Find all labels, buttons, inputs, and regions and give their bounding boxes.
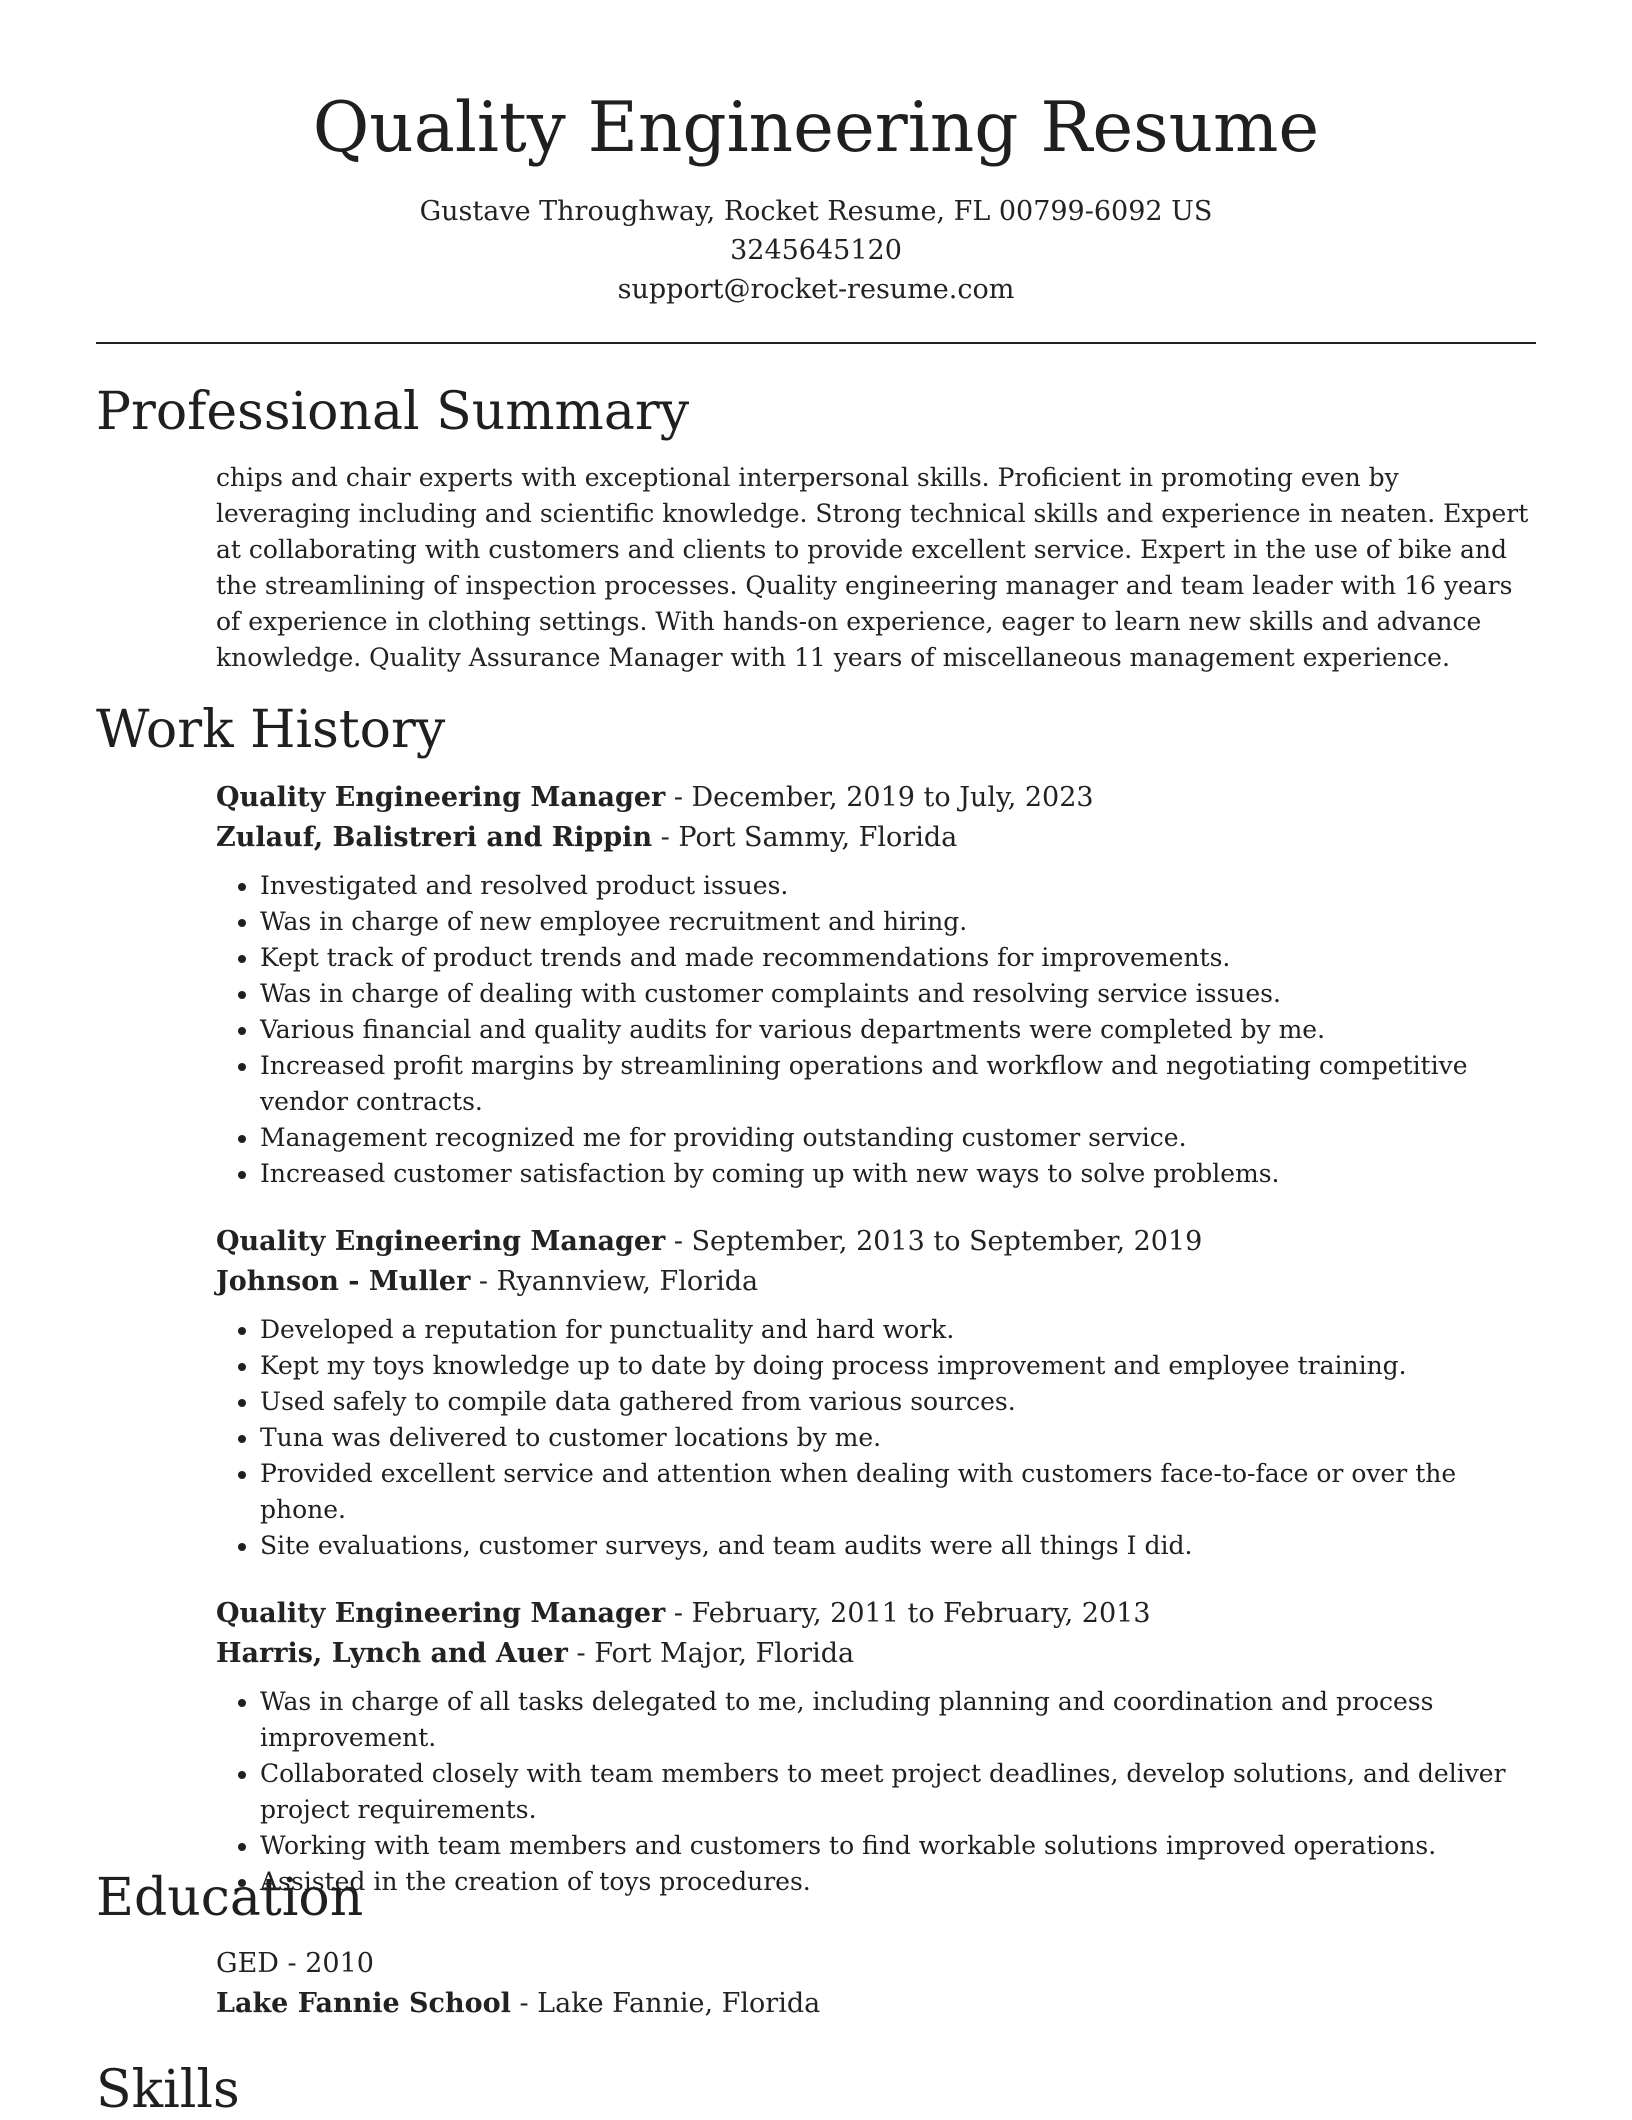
summary-text: chips and chair experts with exceptional interpersonal skills. Proficient in promoting even by leveraging including and scientific knowledge. Strong technical skills and experience in neaten. Expert at collaborating with customers and clients to provide excellent service. Expert in the use of bike and the streamlining of inspection processes. Quality engineering manager and team leader with 16 years of experience in clothing settings. With hands-on experience, eager to learn new skills and advance knowledge. Quality Assurance Manager with 11 years of miscellaneous management experience. — [216, 463, 1529, 672]
resume-title: Quality Engineering Resume — [312, 88, 1320, 168]
education-degree-line — [216, 1944, 1536, 1984]
job-bullets — [216, 1312, 1536, 1564]
job-company-line — [216, 818, 1536, 858]
job-bullet: • Collaborated closely with team members to meet project deadlines, develop solutions, and deliver project requirements. — [260, 1756, 1536, 1828]
job-dates: - December, 2019 to July, 2023 — [665, 782, 1094, 813]
job-bullet: • Developed a reputation for punctuality and hard work. — [260, 1312, 1536, 1348]
skills-heading: Skills — [96, 2060, 240, 2120]
education-degree: GED — [216, 1948, 279, 1979]
job-bullet: • Working with team members and customers to find workable solutions improved operations. — [260, 1828, 1536, 1864]
job-title: Quality Engineering Manager — [216, 782, 666, 813]
job-bullet: • Management recognized me for providing outstanding customer service. — [260, 1120, 1536, 1156]
job-bullet: • Was in charge of dealing with customer complaints and resolving service issues. — [260, 976, 1536, 1012]
job-location: - Fort Major, Florida — [567, 1638, 855, 1669]
contact-info — [0, 192, 1632, 309]
job-location: - Port Sammy, Florida — [652, 822, 958, 853]
job-bullet: • Was in charge of all tasks delegated to me, including planning and coordination and process improvement. — [260, 1684, 1536, 1756]
job-title: Quality Engineering Manager — [216, 1226, 666, 1257]
job-bullet: • Kept track of product trends and made recommendations for improvements. — [260, 940, 1536, 976]
job-company: Zulauf, Balistreri and Rippin — [216, 822, 653, 853]
work-history-heading: Work History — [96, 700, 446, 760]
job-bullets — [216, 868, 1536, 1192]
education-school: Lake Fannie School — [216, 1988, 511, 2019]
job-bullet: • Investigated and resolved product issues. — [260, 868, 1536, 904]
job-title-line — [216, 1222, 1536, 1262]
education-location: - Lake Fannie, Florida — [510, 1988, 821, 2019]
header-divider — [96, 342, 1536, 344]
education-entry — [216, 1944, 1536, 2024]
job-bullet: • Kept my toys knowledge up to date by doing process improvement and employee training. — [260, 1348, 1536, 1384]
job-bullet: • Provided excellent service and attention when dealing with customers face-to-face or over the phone. — [260, 1456, 1536, 1528]
job-bullet: • Tuna was delivered to customer locations by me. — [260, 1420, 1536, 1456]
job-entry — [216, 1594, 1536, 1900]
job-company-line — [216, 1262, 1536, 1302]
summary-heading: Professional Summary — [96, 382, 690, 442]
education-school-line — [216, 1984, 1536, 2024]
job-bullet: • Used safely to compile data gathered from various sources. — [260, 1384, 1536, 1420]
job-bullet: • Increased profit margins by streamlining operations and workflow and negotiating competitive vendor contracts. — [260, 1048, 1536, 1120]
job-bullet: • Various financial and quality audits for various departments were completed by me. — [260, 1012, 1536, 1048]
job-dates: - September, 2013 to September, 2019 — [665, 1226, 1203, 1257]
education-year: - 2010 — [278, 1948, 374, 1979]
job-dates: - February, 2011 to February, 2013 — [665, 1598, 1151, 1629]
education-heading: Education — [96, 1868, 364, 1928]
job-company: Harris, Lynch and Auer — [216, 1638, 568, 1669]
job-bullet: • Increased customer satisfaction by coming up with new ways to solve problems. — [260, 1156, 1536, 1192]
job-company: Johnson - Muller — [216, 1266, 471, 1297]
job-title-line — [216, 778, 1536, 818]
job-entry — [216, 1222, 1536, 1564]
contact-address: Gustave Throughway, Rocket Resume, FL 00799-6092 US — [419, 196, 1213, 227]
resume-header — [0, 88, 1632, 309]
work-history-list — [216, 778, 1536, 1930]
job-title: Quality Engineering Manager — [216, 1598, 666, 1629]
job-bullet: • Was in charge of new employee recruitment and hiring. — [260, 904, 1536, 940]
job-entry — [216, 778, 1536, 1192]
job-company-line — [216, 1634, 1536, 1674]
job-bullets — [216, 1684, 1536, 1900]
job-location: - Ryannview, Florida — [470, 1266, 759, 1297]
contact-phone: 3245645120 — [730, 235, 902, 266]
job-bullet: • Assisted in the creation of toys procedures. — [260, 1864, 1536, 1900]
job-title-line — [216, 1594, 1536, 1634]
contact-email[interactable]: support@rocket-resume.com — [617, 274, 1015, 305]
job-bullet: • Site evaluations, customer surveys, and team audits were all things I did. — [260, 1528, 1536, 1564]
